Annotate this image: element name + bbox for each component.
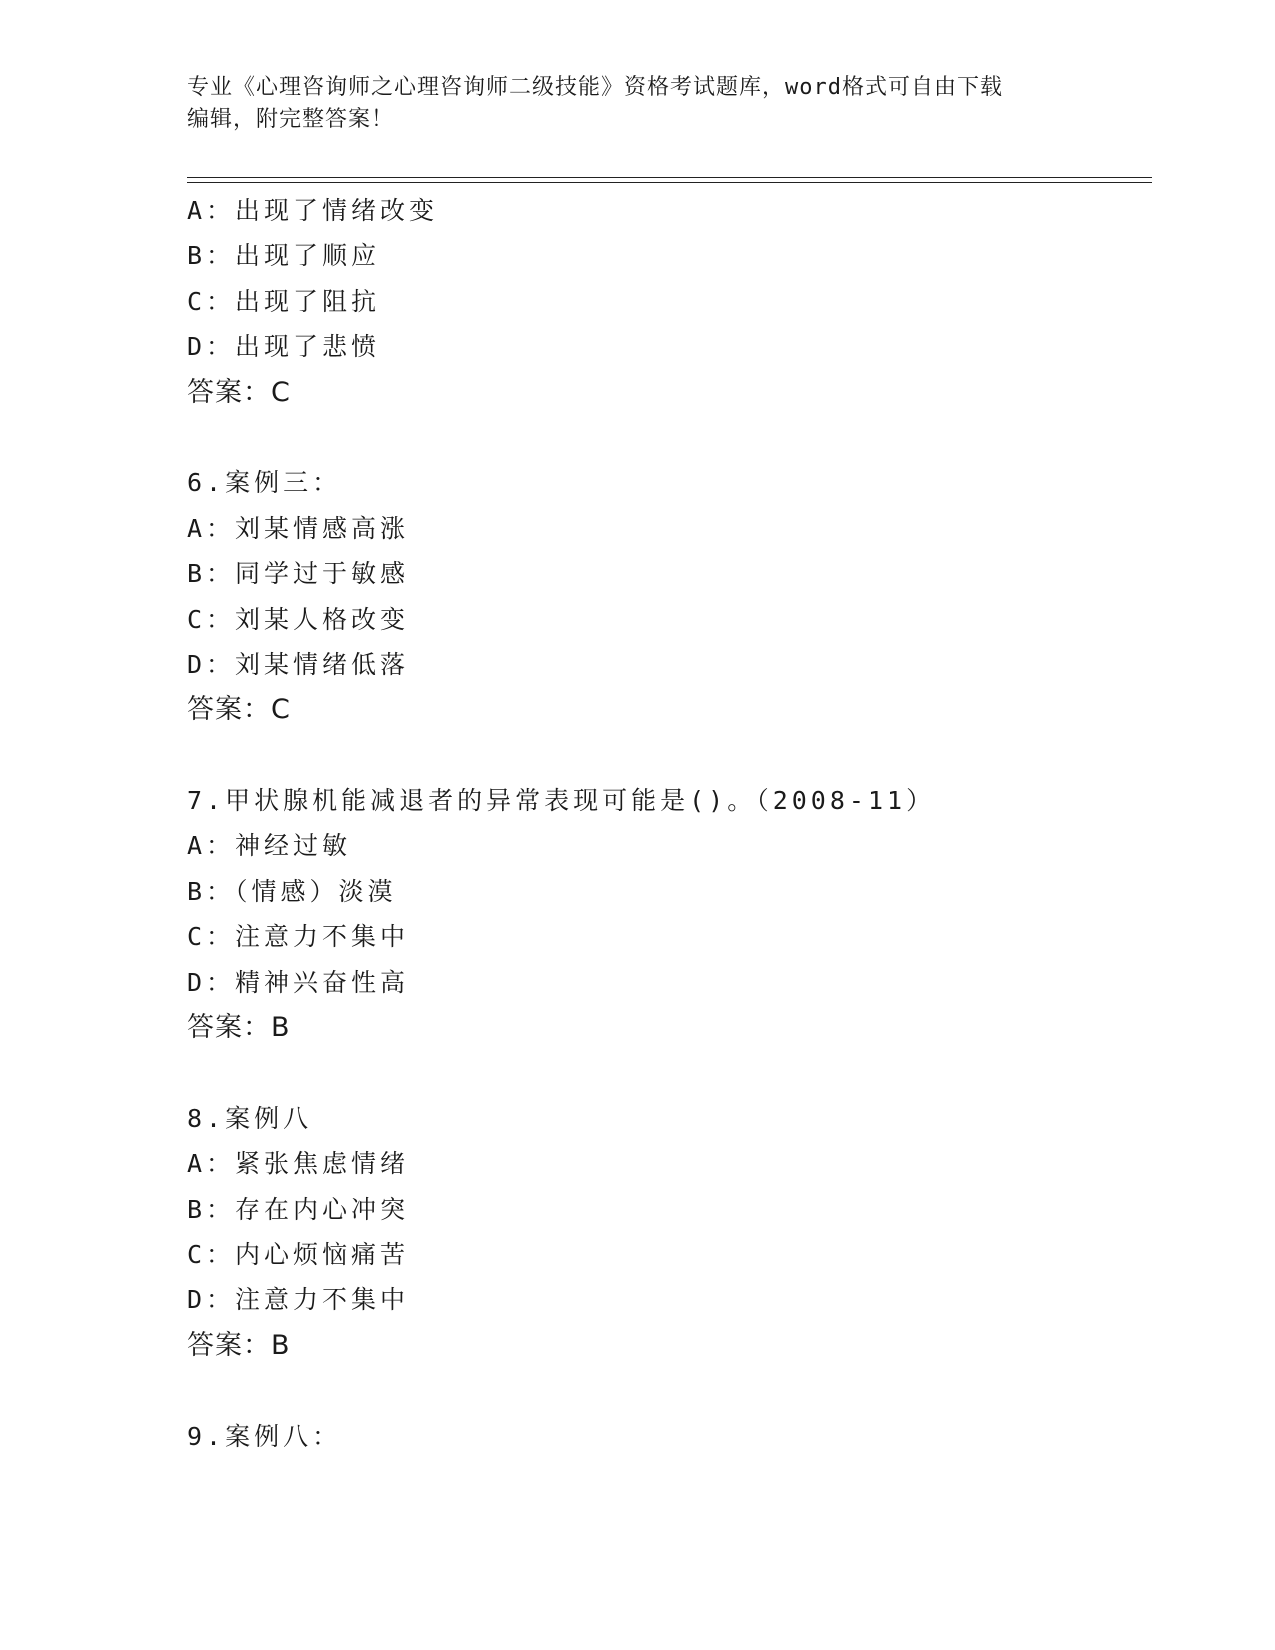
option-a: A：刘某情感高涨	[187, 513, 410, 543]
document-header	[187, 72, 1087, 136]
answer-line: 答案：C	[187, 694, 291, 726]
option-d: D：刘某情绪低落	[187, 649, 410, 679]
option-c: C：注意力不集中	[187, 922, 410, 952]
question-block-6	[187, 460, 1147, 732]
question-stem: 8.案例八	[187, 1103, 313, 1133]
question-stem: 7.甲状腺机能减退者的异常表现可能是()。（2008-11）	[187, 786, 936, 816]
header-line-2: 编辑，附完整答案！	[187, 107, 395, 132]
option-d: D：精神兴奋性高	[187, 967, 410, 997]
header-line-1: 专业《心理咨询师之心理咨询师二级技能》资格考试题库，word格式可自由下载	[187, 75, 1003, 100]
header-divider-top	[187, 177, 1152, 178]
answer-line: 答案：C	[187, 376, 291, 408]
question-block-7	[187, 778, 1147, 1050]
answer-line: 答案：B	[187, 1012, 291, 1044]
question-list	[187, 188, 1147, 1459]
option-b: B：（情感）淡漠	[187, 876, 397, 906]
spacer	[187, 415, 1147, 460]
option-b: B：同学过于敏感	[187, 559, 410, 589]
header-divider-bottom	[187, 182, 1152, 183]
option-c: C：内心烦恼痛苦	[187, 1239, 410, 1269]
option-a: A：紧张焦虑情绪	[187, 1149, 410, 1179]
question-stem: 6.案例三：	[187, 468, 342, 498]
question-stem: 9.案例八：	[187, 1421, 342, 1451]
question-block-8	[187, 1096, 1147, 1368]
answer-line: 答案：B	[187, 1329, 291, 1361]
option-a: A：神经过敏	[187, 831, 352, 861]
spacer	[187, 1368, 1147, 1413]
spacer	[187, 733, 1147, 778]
option-b: B：存在内心冲突	[187, 1194, 410, 1224]
option-d: D：注意力不集中	[187, 1285, 410, 1315]
option-c: C：刘某人格改变	[187, 604, 410, 634]
spacer	[187, 1050, 1147, 1095]
question-block-9	[187, 1414, 1147, 1459]
option-a: A：出现了情绪改变	[187, 196, 439, 225]
option-b: B：出现了顺应	[187, 241, 381, 271]
option-d: D：出现了悲愤	[187, 332, 381, 362]
option-c: C：出现了阻抗	[187, 286, 381, 316]
question-block-5	[187, 188, 1147, 415]
